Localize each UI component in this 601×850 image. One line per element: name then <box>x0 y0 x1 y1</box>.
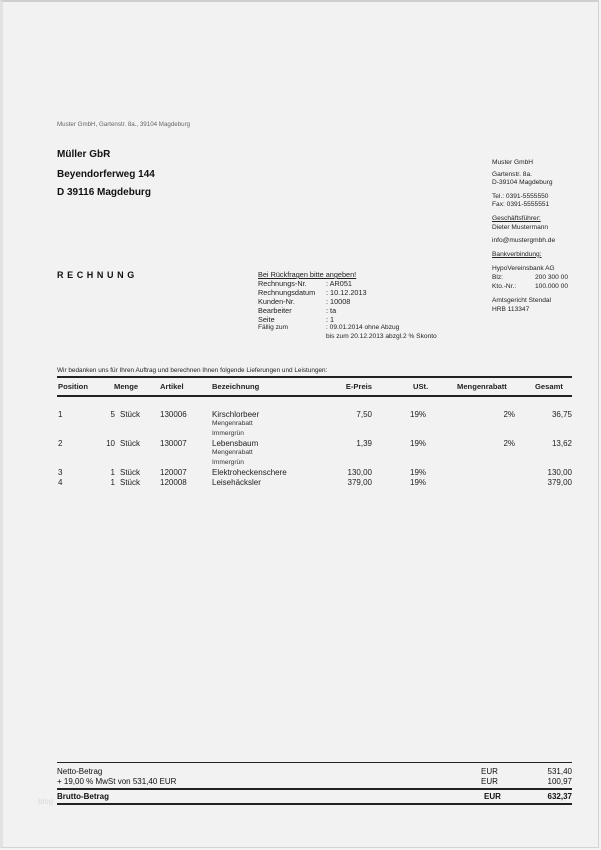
gross-label: Brutto-Betrag <box>57 792 109 801</box>
totals-mid-rule <box>57 788 572 790</box>
bank-blz-row <box>492 274 568 283</box>
net-amount: 531,40 <box>547 767 572 776</box>
totals-top-rule <box>57 762 572 763</box>
vat-currency: EUR <box>481 777 498 786</box>
header-gesamt: Gesamt <box>535 382 563 391</box>
bank-kto-row <box>492 283 568 292</box>
meta-row: Kunden-Nr. : 10008 <box>258 296 351 306</box>
header-mengenrabatt: Mengenrabatt <box>457 382 507 391</box>
meta-row: Rechnungsdatum : 10.12.2013 <box>258 287 367 297</box>
recipient-street: Beyendorferweg 144 <box>57 169 155 180</box>
meta-row: Rechnungs-Nr. : AR051 <box>258 278 352 288</box>
table-top-rule <box>57 376 572 378</box>
vat-amount: 100,97 <box>547 777 572 786</box>
bank-label: Bankverbindung: <box>492 250 542 258</box>
gross-amount: 632,37 <box>547 792 572 801</box>
recipient-name: Müller GbR <box>57 149 111 160</box>
company-tel: Tel.: 0391-5555550 <box>492 192 549 200</box>
company-ceo: Dieter Mustermann <box>492 223 549 231</box>
company-block <box>492 159 568 314</box>
hrb: HRB 113347 <box>492 305 530 313</box>
watermark: blog <box>38 797 54 806</box>
blz-value: 200 300 00 <box>534 273 568 281</box>
meta-row: Seite : 1 <box>258 314 335 324</box>
vat-label: + 19,00 % MwSt von 531,40 EUR <box>57 777 177 786</box>
company-city: D-39104 Magdeburg <box>492 179 553 187</box>
table-header-rule <box>57 395 572 397</box>
header-ust: USt. <box>413 382 429 391</box>
intro-text: Wir bedanken uns für Ihren Auftrag und berechnen Ihnen folgende Lieferungen und Leistungen: <box>57 367 328 374</box>
company-fax: Fax: 0391-5555551 <box>492 201 550 209</box>
net-currency: EUR <box>481 767 498 776</box>
header-artikel: Artikel <box>160 382 184 391</box>
header-position: Position <box>58 382 88 391</box>
header-menge: Menge <box>114 382 139 391</box>
header-epreis: E-Preis <box>345 382 372 391</box>
meta-note: Bei Rückfragen bitte angeben! <box>258 270 357 279</box>
court: Amtsgericht Stendal <box>492 297 552 305</box>
kto-label: Kto.-Nr.: <box>492 282 517 290</box>
kto-value: 100.000 00 <box>534 282 568 290</box>
company-street: Gartenstr. 8a. <box>492 170 532 178</box>
gross-currency: EUR <box>484 792 501 801</box>
invoice-meta <box>258 271 437 342</box>
net-label: Netto-Betrag <box>57 767 103 776</box>
recipient-city: D 39116 Magdeburg <box>57 187 151 198</box>
blz-label: Blz: <box>492 273 503 281</box>
company-ceo-label: Geschäftsführer: <box>492 214 541 222</box>
header-bezeichnung: Bezeichnung <box>212 382 260 391</box>
totals-bottom-rule <box>57 803 572 805</box>
document-title: RECHNUNG <box>57 270 138 280</box>
meta-row: Bearbeiter : ta <box>258 305 337 315</box>
company-name: Muster GmbH <box>492 159 534 166</box>
meta-row: Fällig zum : 09.01.2014 ohne Abzug <box>258 324 400 332</box>
sender-return-address: Muster GmbH, Gartenstr. 8a., 39104 Magdeburg <box>57 121 191 128</box>
bank-name: HypoVereinsbank AG <box>492 265 555 273</box>
company-email: info@mustergmbh.de <box>492 237 556 245</box>
meta-skonto: bis zum 20.12.2013 abzgl.2 % Skonto <box>326 333 437 341</box>
